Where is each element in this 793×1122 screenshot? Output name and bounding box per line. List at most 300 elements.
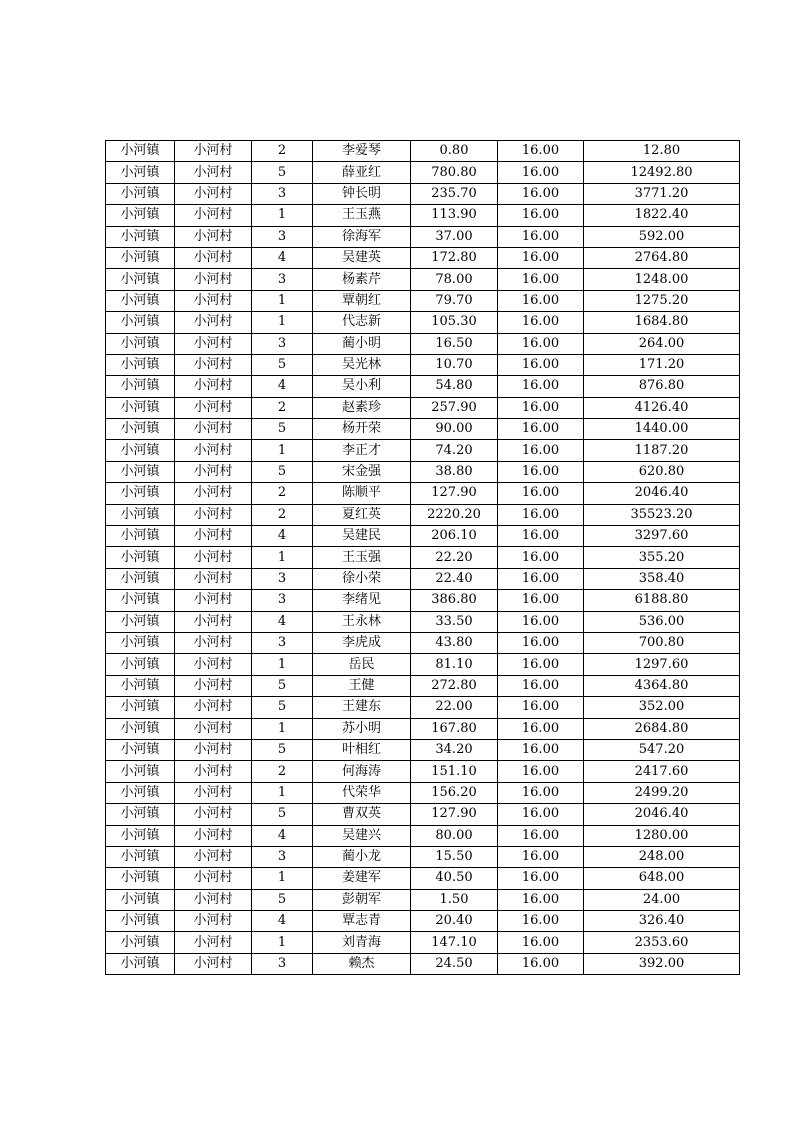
table-row [106,504,740,525]
amount-cell: 547.20 [584,739,740,760]
name-cell: 徐海军 [313,226,411,247]
group-cell: 5 [252,804,313,825]
table-row [106,932,740,953]
village-cell: 小河村 [175,226,252,247]
amount-cell: 35523.20 [584,504,740,525]
amount-cell: 592.00 [584,226,740,247]
name-cell: 苏小明 [313,718,411,739]
rate-cell: 16.00 [498,419,584,440]
name-cell: 李虎成 [313,632,411,653]
rate-cell: 16.00 [498,590,584,611]
village-cell: 小河村 [175,846,252,867]
table-row [106,825,740,846]
village-cell: 小河村 [175,804,252,825]
table-row [106,590,740,611]
amount-cell: 1440.00 [584,419,740,440]
village-cell: 小河村 [175,761,252,782]
area-cell: 0.80 [411,141,498,162]
group-cell: 3 [252,953,313,974]
town-cell: 小河镇 [106,183,175,204]
area-cell: 22.00 [411,697,498,718]
rate-cell: 16.00 [498,889,584,910]
town-cell: 小河镇 [106,611,175,632]
rate-cell: 16.00 [498,440,584,461]
area-cell: 105.30 [411,312,498,333]
table-row [106,397,740,418]
table-row [106,312,740,333]
group-cell: 3 [252,590,313,611]
group-cell: 3 [252,632,313,653]
name-cell: 徐小荣 [313,568,411,589]
group-cell: 2 [252,504,313,525]
name-cell: 刘青海 [313,932,411,953]
area-cell: 33.50 [411,611,498,632]
town-cell: 小河镇 [106,333,175,354]
name-cell: 代志新 [313,312,411,333]
name-cell: 曹双英 [313,804,411,825]
group-cell: 5 [252,739,313,760]
group-cell: 1 [252,654,313,675]
town-cell: 小河镇 [106,312,175,333]
amount-cell: 876.80 [584,376,740,397]
area-cell: 147.10 [411,932,498,953]
town-cell: 小河镇 [106,397,175,418]
table-row [106,611,740,632]
name-cell: 陈顺平 [313,483,411,504]
group-cell: 1 [252,782,313,803]
rate-cell: 16.00 [498,226,584,247]
name-cell: 王玉强 [313,547,411,568]
town-cell: 小河镇 [106,590,175,611]
amount-cell: 24.00 [584,889,740,910]
rate-cell: 16.00 [498,141,584,162]
rate-cell: 16.00 [498,397,584,418]
area-cell: 151.10 [411,761,498,782]
area-cell: 54.80 [411,376,498,397]
rate-cell: 16.00 [498,162,584,183]
rate-cell: 16.00 [498,739,584,760]
town-cell: 小河镇 [106,654,175,675]
group-cell: 3 [252,183,313,204]
area-cell: 206.10 [411,526,498,547]
table-row [106,654,740,675]
name-cell: 赖杰 [313,953,411,974]
amount-cell: 1684.80 [584,312,740,333]
table-row [106,205,740,226]
amount-cell: 12.80 [584,141,740,162]
group-cell: 5 [252,461,313,482]
village-cell: 小河村 [175,247,252,268]
area-cell: 22.40 [411,568,498,589]
area-cell: 156.20 [411,782,498,803]
rate-cell: 16.00 [498,611,584,632]
table-row [106,333,740,354]
amount-cell: 3771.20 [584,183,740,204]
area-cell: 38.80 [411,461,498,482]
group-cell: 2 [252,141,313,162]
area-cell: 172.80 [411,247,498,268]
area-cell: 780.80 [411,162,498,183]
village-cell: 小河村 [175,376,252,397]
village-cell: 小河村 [175,953,252,974]
village-cell: 小河村 [175,889,252,910]
rate-cell: 16.00 [498,183,584,204]
name-cell: 夏红英 [313,504,411,525]
amount-cell: 2499.20 [584,782,740,803]
area-cell: 24.50 [411,953,498,974]
table-row [106,461,740,482]
rate-cell: 16.00 [498,483,584,504]
area-cell: 10.70 [411,354,498,375]
name-cell: 李爱琴 [313,141,411,162]
area-cell: 2220.20 [411,504,498,525]
town-cell: 小河镇 [106,718,175,739]
table-row [106,889,740,910]
group-cell: 3 [252,226,313,247]
name-cell: 姜建军 [313,868,411,889]
amount-cell: 1280.00 [584,825,740,846]
table-row [106,247,740,268]
village-cell: 小河村 [175,932,252,953]
area-cell: 386.80 [411,590,498,611]
village-cell: 小河村 [175,868,252,889]
name-cell: 彭朝军 [313,889,411,910]
area-cell: 15.50 [411,846,498,867]
area-cell: 78.00 [411,269,498,290]
village-cell: 小河村 [175,419,252,440]
village-cell: 小河村 [175,654,252,675]
amount-cell: 2764.80 [584,247,740,268]
rate-cell: 16.00 [498,526,584,547]
town-cell: 小河镇 [106,376,175,397]
table-row [106,782,740,803]
group-cell: 3 [252,568,313,589]
name-cell: 李绪见 [313,590,411,611]
amount-cell: 1248.00 [584,269,740,290]
town-cell: 小河镇 [106,205,175,226]
group-cell: 1 [252,547,313,568]
name-cell: 吴建民 [313,526,411,547]
name-cell: 李正才 [313,440,411,461]
group-cell: 2 [252,761,313,782]
area-cell: 40.50 [411,868,498,889]
table-row [106,183,740,204]
amount-cell: 4126.40 [584,397,740,418]
amount-cell: 700.80 [584,632,740,653]
town-cell: 小河镇 [106,825,175,846]
table-row [106,739,740,760]
rate-cell: 16.00 [498,354,584,375]
name-cell: 王永林 [313,611,411,632]
town-cell: 小河镇 [106,526,175,547]
area-cell: 20.40 [411,911,498,932]
town-cell: 小河镇 [106,504,175,525]
name-cell: 岳民 [313,654,411,675]
area-cell: 74.20 [411,440,498,461]
amount-cell: 355.20 [584,547,740,568]
name-cell: 吴建英 [313,247,411,268]
table-row [106,953,740,974]
name-cell: 吴小利 [313,376,411,397]
area-cell: 1.50 [411,889,498,910]
town-cell: 小河镇 [106,953,175,974]
rate-cell: 16.00 [498,953,584,974]
amount-cell: 3297.60 [584,526,740,547]
group-cell: 5 [252,354,313,375]
town-cell: 小河镇 [106,932,175,953]
rate-cell: 16.00 [498,547,584,568]
village-cell: 小河村 [175,183,252,204]
town-cell: 小河镇 [106,419,175,440]
rate-cell: 16.00 [498,718,584,739]
village-cell: 小河村 [175,333,252,354]
town-cell: 小河镇 [106,632,175,653]
group-cell: 5 [252,419,313,440]
name-cell: 蔺小龙 [313,846,411,867]
table-row [106,697,740,718]
amount-cell: 620.80 [584,461,740,482]
data-table [105,140,740,975]
village-cell: 小河村 [175,825,252,846]
rate-cell: 16.00 [498,205,584,226]
village-cell: 小河村 [175,675,252,696]
town-cell: 小河镇 [106,247,175,268]
town-cell: 小河镇 [106,889,175,910]
rate-cell: 16.00 [498,247,584,268]
group-cell: 4 [252,526,313,547]
name-cell: 吴建兴 [313,825,411,846]
name-cell: 王建东 [313,697,411,718]
name-cell: 覃朝红 [313,290,411,311]
table-row [106,568,740,589]
table-row [106,269,740,290]
amount-cell: 171.20 [584,354,740,375]
town-cell: 小河镇 [106,440,175,461]
name-cell: 何海涛 [313,761,411,782]
rate-cell: 16.00 [498,333,584,354]
town-cell: 小河镇 [106,354,175,375]
name-cell: 杨开荣 [313,419,411,440]
group-cell: 5 [252,675,313,696]
name-cell: 杨素芹 [313,269,411,290]
area-cell: 272.80 [411,675,498,696]
village-cell: 小河村 [175,568,252,589]
table-row [106,376,740,397]
group-cell: 1 [252,932,313,953]
name-cell: 钟长明 [313,183,411,204]
area-cell: 34.20 [411,739,498,760]
village-cell: 小河村 [175,611,252,632]
village-cell: 小河村 [175,205,252,226]
group-cell: 2 [252,483,313,504]
village-cell: 小河村 [175,397,252,418]
rate-cell: 16.00 [498,269,584,290]
name-cell: 蔺小明 [313,333,411,354]
name-cell: 赵素珍 [313,397,411,418]
document-page [105,140,740,975]
group-cell: 3 [252,269,313,290]
group-cell: 4 [252,247,313,268]
table-row [106,354,740,375]
area-cell: 167.80 [411,718,498,739]
table-row [106,162,740,183]
table-row [106,846,740,867]
village-cell: 小河村 [175,782,252,803]
amount-cell: 264.00 [584,333,740,354]
village-cell: 小河村 [175,354,252,375]
name-cell: 王玉燕 [313,205,411,226]
town-cell: 小河镇 [106,141,175,162]
table-body [106,141,740,975]
amount-cell: 12492.80 [584,162,740,183]
town-cell: 小河镇 [106,782,175,803]
table-row [106,440,740,461]
amount-cell: 6188.80 [584,590,740,611]
town-cell: 小河镇 [106,739,175,760]
area-cell: 80.00 [411,825,498,846]
group-cell: 4 [252,825,313,846]
amount-cell: 1297.60 [584,654,740,675]
amount-cell: 2417.60 [584,761,740,782]
name-cell: 叶相红 [313,739,411,760]
village-cell: 小河村 [175,739,252,760]
rate-cell: 16.00 [498,376,584,397]
group-cell: 1 [252,718,313,739]
village-cell: 小河村 [175,461,252,482]
amount-cell: 358.40 [584,568,740,589]
village-cell: 小河村 [175,590,252,611]
amount-cell: 392.00 [584,953,740,974]
town-cell: 小河镇 [106,269,175,290]
rate-cell: 16.00 [498,804,584,825]
area-cell: 257.90 [411,397,498,418]
amount-cell: 648.00 [584,868,740,889]
name-cell: 宋金强 [313,461,411,482]
area-cell: 127.90 [411,804,498,825]
town-cell: 小河镇 [106,911,175,932]
town-cell: 小河镇 [106,290,175,311]
village-cell: 小河村 [175,440,252,461]
name-cell: 代荣华 [313,782,411,803]
area-cell: 79.70 [411,290,498,311]
table-row [106,911,740,932]
table-row [106,483,740,504]
area-cell: 90.00 [411,419,498,440]
group-cell: 1 [252,440,313,461]
table-row [106,761,740,782]
town-cell: 小河镇 [106,675,175,696]
group-cell: 1 [252,868,313,889]
table-row [106,226,740,247]
amount-cell: 1187.20 [584,440,740,461]
village-cell: 小河村 [175,547,252,568]
village-cell: 小河村 [175,911,252,932]
table-row [106,718,740,739]
village-cell: 小河村 [175,718,252,739]
village-cell: 小河村 [175,290,252,311]
rate-cell: 16.00 [498,568,584,589]
name-cell: 薛亚红 [313,162,411,183]
area-cell: 37.00 [411,226,498,247]
table-row [106,868,740,889]
village-cell: 小河村 [175,526,252,547]
group-cell: 4 [252,911,313,932]
area-cell: 113.90 [411,205,498,226]
town-cell: 小河镇 [106,761,175,782]
area-cell: 43.80 [411,632,498,653]
town-cell: 小河镇 [106,461,175,482]
area-cell: 22.20 [411,547,498,568]
village-cell: 小河村 [175,141,252,162]
rate-cell: 16.00 [498,782,584,803]
rate-cell: 16.00 [498,675,584,696]
table-row [106,675,740,696]
group-cell: 5 [252,697,313,718]
village-cell: 小河村 [175,504,252,525]
amount-cell: 1275.20 [584,290,740,311]
town-cell: 小河镇 [106,868,175,889]
group-cell: 1 [252,312,313,333]
village-cell: 小河村 [175,483,252,504]
name-cell: 覃志青 [313,911,411,932]
village-cell: 小河村 [175,697,252,718]
amount-cell: 536.00 [584,611,740,632]
rate-cell: 16.00 [498,504,584,525]
village-cell: 小河村 [175,269,252,290]
amount-cell: 326.40 [584,911,740,932]
table-row [106,632,740,653]
rate-cell: 16.00 [498,868,584,889]
group-cell: 5 [252,889,313,910]
town-cell: 小河镇 [106,483,175,504]
name-cell: 王健 [313,675,411,696]
amount-cell: 1822.40 [584,205,740,226]
town-cell: 小河镇 [106,804,175,825]
group-cell: 3 [252,333,313,354]
town-cell: 小河镇 [106,568,175,589]
amount-cell: 2684.80 [584,718,740,739]
table-row [106,290,740,311]
rate-cell: 16.00 [498,761,584,782]
group-cell: 4 [252,611,313,632]
area-cell: 235.70 [411,183,498,204]
group-cell: 1 [252,290,313,311]
group-cell: 2 [252,397,313,418]
village-cell: 小河村 [175,312,252,333]
village-cell: 小河村 [175,632,252,653]
town-cell: 小河镇 [106,162,175,183]
area-cell: 127.90 [411,483,498,504]
amount-cell: 248.00 [584,846,740,867]
group-cell: 1 [252,205,313,226]
rate-cell: 16.00 [498,312,584,333]
table-row [106,419,740,440]
table-row [106,547,740,568]
rate-cell: 16.00 [498,932,584,953]
area-cell: 81.10 [411,654,498,675]
group-cell: 3 [252,846,313,867]
group-cell: 5 [252,162,313,183]
village-cell: 小河村 [175,162,252,183]
town-cell: 小河镇 [106,226,175,247]
town-cell: 小河镇 [106,697,175,718]
amount-cell: 2353.60 [584,932,740,953]
amount-cell: 352.00 [584,697,740,718]
amount-cell: 2046.40 [584,804,740,825]
amount-cell: 2046.40 [584,483,740,504]
table-row [106,141,740,162]
name-cell: 吴光林 [313,354,411,375]
